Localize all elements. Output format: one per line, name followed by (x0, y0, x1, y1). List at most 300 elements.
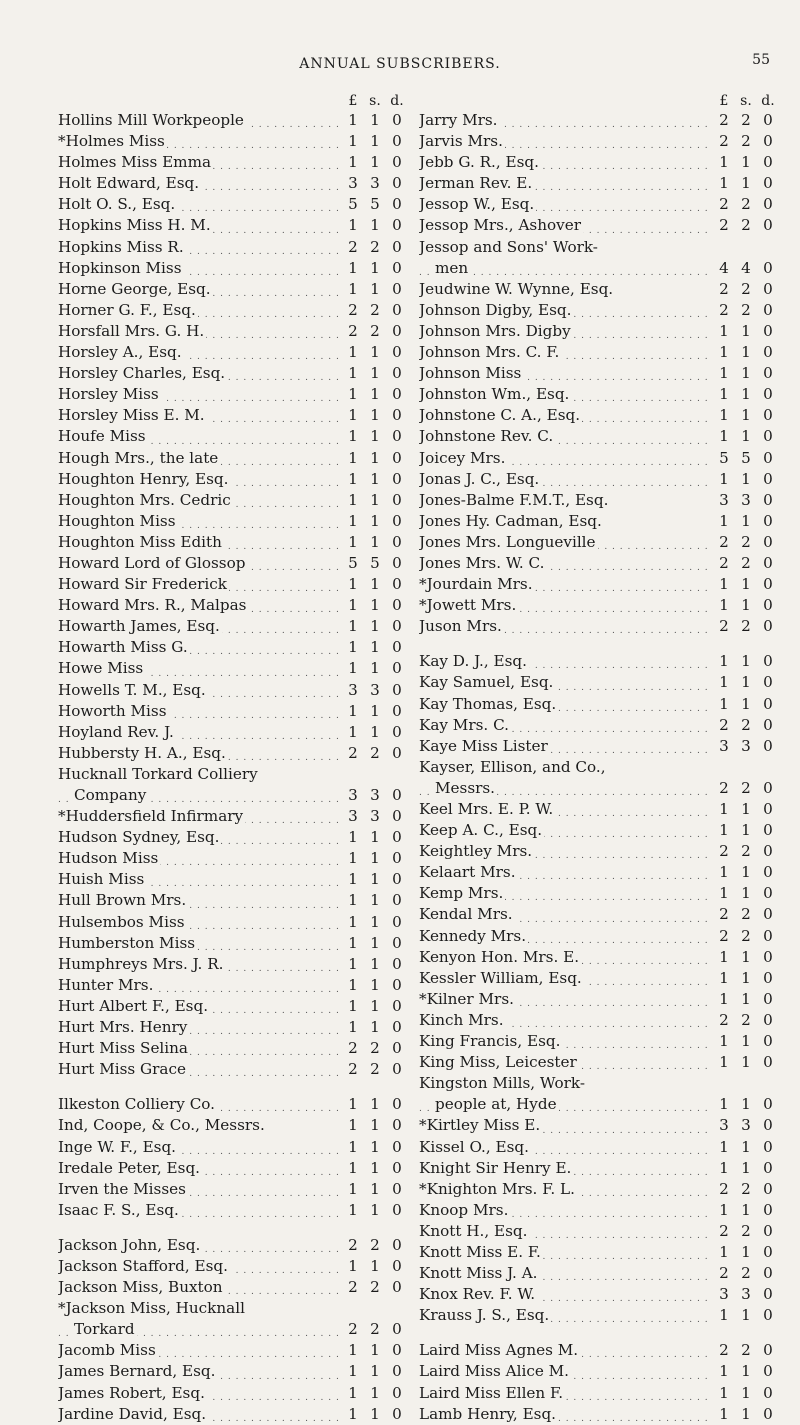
pence-value: 0 (392, 1095, 402, 1114)
subscriber-entry (419, 426, 779, 447)
pounds-value: 1 (348, 1404, 358, 1423)
subscriber-entry (419, 553, 779, 574)
pence-value: 0 (392, 638, 402, 657)
subscriber-name: Knox Rev. F. W. (419, 1285, 536, 1304)
subscriber-name: Laird Miss Agnes M. (419, 1341, 579, 1360)
pence-value: 0 (763, 1285, 773, 1304)
shillings-value: 1 (741, 364, 751, 383)
subscription-amount (709, 173, 779, 194)
pence-value: 0 (763, 153, 773, 172)
subscriber-entry (419, 1115, 779, 1136)
subscriber-entry (58, 996, 408, 1017)
subscriber-entry (58, 933, 408, 954)
pounds-value: 1 (348, 1095, 358, 1114)
subscriber-entry (419, 532, 779, 553)
pounds-value: 1 (719, 511, 729, 530)
pounds-value: 1 (348, 111, 358, 129)
pence-value: 0 (392, 933, 402, 952)
pence-value: 0 (763, 448, 773, 467)
subscriber-entry (419, 947, 779, 968)
shillings-value: 1 (741, 673, 751, 692)
subscriber-name: people at, Hyde (435, 1095, 557, 1114)
subscriber-entry (58, 975, 408, 996)
subscriber-entry (419, 237, 779, 258)
pounds-value: 1 (348, 575, 358, 594)
pence-value: 0 (763, 364, 773, 383)
pence-value: 0 (763, 111, 773, 129)
shillings-value: 1 (370, 1200, 380, 1219)
pounds-value: 2 (348, 237, 358, 256)
pence-value: 0 (392, 1383, 402, 1402)
subscriber-name: Kay Thomas, Esq. (419, 694, 557, 713)
subscriber-name: Hucknall Torkard Colliery (58, 764, 258, 783)
subscription-amount (709, 1115, 779, 1136)
subscription-amount (338, 1094, 408, 1115)
subscriber-name: Jarry Mrs. (419, 111, 498, 129)
subscriber-entry (58, 1059, 408, 1080)
subscriber-name: Hurt Albert F., Esq. (58, 996, 209, 1015)
pence-value: 0 (392, 954, 402, 973)
subscriber-entry (419, 1361, 779, 1382)
subscriber-name: Kissel O., Esq. (419, 1137, 529, 1156)
pounds-value: 1 (348, 912, 358, 931)
subscriber-name: Johnstone C. A., Esq. (419, 406, 581, 425)
subscription-amount (709, 1340, 779, 1361)
pence-value: 0 (392, 596, 402, 615)
shillings-value: 3 (370, 786, 380, 804)
subscription-amount (709, 300, 779, 321)
subscription-amount (709, 1010, 779, 1031)
pounds-value: 1 (719, 1137, 729, 1156)
pence-value: 0 (392, 1060, 402, 1079)
subscriber-entry (58, 532, 408, 553)
subscriber-entry (419, 1221, 779, 1242)
subscription-amount (338, 1404, 408, 1425)
pounds-value: 2 (348, 300, 358, 319)
pence-value: 0 (392, 1320, 402, 1339)
pence-value: 0 (763, 1383, 773, 1402)
subscriber-name: Hudson Miss (58, 849, 159, 868)
subscriber-column-left (58, 92, 408, 1425)
subscriber-name: Torkard (74, 1320, 135, 1339)
subscriber-name: Jones-Balme F.M.T., Esq. (419, 490, 609, 509)
shillings-value: 1 (370, 1256, 380, 1275)
shillings-value: 1 (741, 884, 751, 903)
pence-value: 0 (763, 300, 773, 319)
subscription-amount (709, 511, 779, 532)
shillings-value: 2 (741, 926, 751, 945)
subscriber-name: *Knighton Mrs. F. L. (419, 1179, 575, 1198)
subscription-amount (709, 820, 779, 841)
subscription-amount (709, 926, 779, 947)
subscriber-entry (58, 1137, 408, 1158)
shillings-value: 1 (741, 321, 751, 340)
shillings-value: 1 (370, 111, 380, 129)
subscription-amount (338, 321, 408, 342)
subscriber-entry (419, 1073, 779, 1094)
shillings-value: 2 (741, 1179, 751, 1198)
pounds-value: 1 (719, 406, 729, 425)
pence-value: 0 (392, 1362, 402, 1381)
pence-value: 0 (392, 258, 402, 277)
shillings-value: 1 (741, 469, 751, 488)
subscriber-entry (58, 616, 408, 637)
subscriber-name: Hudson Sydney, Esq. (58, 828, 220, 847)
subscription-amount (709, 152, 779, 173)
pounds-value: 2 (719, 532, 729, 551)
subscription-amount (338, 363, 408, 384)
pounds-value: 2 (719, 926, 729, 945)
subscriber-name: Howells T. M., Esq. (58, 680, 206, 699)
subscriber-entry (419, 152, 779, 173)
subscriber-entry (58, 511, 408, 532)
subscriber-entry (419, 672, 779, 693)
pence-value: 0 (763, 195, 773, 214)
shillings-value: 2 (741, 1341, 751, 1360)
pounds-value: 2 (348, 321, 358, 340)
pounds-value: 5 (348, 553, 358, 572)
subscriber-name: Horsley A., Esq. (58, 343, 182, 362)
pounds-value: 3 (348, 680, 358, 699)
shillings-value: 1 (370, 659, 380, 678)
subscriber-entry (419, 1200, 779, 1221)
pounds-value: 1 (719, 884, 729, 903)
shillings-value: 3 (741, 1285, 751, 1304)
shillings-value: 1 (370, 469, 380, 488)
subscriber-entry (419, 778, 779, 799)
subscription-amount (338, 996, 408, 1017)
subscriber-name: Houghton Miss Edith (58, 532, 222, 551)
pence-value: 0 (392, 111, 402, 129)
pence-value: 0 (763, 596, 773, 615)
shillings-value: 1 (370, 975, 380, 994)
subscriber-name: Inge W. F., Esq. (58, 1137, 177, 1156)
subscription-amount (338, 279, 408, 300)
subscription-amount (338, 110, 408, 131)
subscriber-entry (58, 1383, 408, 1404)
pounds-value: 1 (719, 1200, 729, 1219)
subscriber-name: Jackson Stafford, Esq. (58, 1256, 228, 1275)
subscriber-name: Kingston Mills, Work- (419, 1074, 585, 1093)
shillings-value: 1 (370, 427, 380, 446)
shillings-value: 5 (741, 448, 751, 467)
running-title: ANNUAL SUBSCRIBERS. (299, 56, 501, 72)
subscription-amount (709, 342, 779, 363)
shillings-value: 1 (370, 722, 380, 741)
subscriber-name: Howorth Miss (58, 701, 167, 720)
pounds-value: 1 (719, 1404, 729, 1423)
pence-value: 0 (392, 279, 402, 298)
subscription-amount (338, 595, 408, 616)
subscription-amount (338, 975, 408, 996)
subscriber-entry (58, 300, 408, 321)
pence-value: 0 (763, 1404, 773, 1423)
pounds-value: 2 (719, 1179, 729, 1198)
pounds-value: 2 (719, 715, 729, 734)
shillings-value: 1 (370, 575, 380, 594)
subscription-amount (709, 1094, 779, 1115)
subscriber-name: Jackson John, Esq. (58, 1235, 201, 1254)
subscription-amount (709, 799, 779, 820)
subscriber-name: Holmes Miss Emma (58, 153, 212, 172)
subscriber-entry (419, 820, 779, 841)
subscriber-entry (58, 1235, 408, 1256)
subscriber-entry (58, 954, 408, 975)
subscriber-name: Knott Miss J. A. (419, 1264, 538, 1283)
subscriber-entry (419, 1263, 779, 1284)
pounds-value: 1 (719, 174, 729, 193)
pounds-value: 1 (348, 427, 358, 446)
subscriber-name: Jeudwine W. Wynne, Esq. (419, 279, 614, 298)
pounds-value: 1 (719, 1383, 729, 1402)
pence-value: 0 (763, 174, 773, 193)
shillings-value: 1 (741, 989, 751, 1008)
pounds-value: 2 (348, 1235, 358, 1254)
shillings-value: 1 (370, 828, 380, 847)
subscription-amount (338, 532, 408, 553)
pounds-value: 1 (348, 1200, 358, 1219)
subscription-amount (709, 279, 779, 300)
subscriber-entry (58, 1361, 408, 1382)
subscriber-entry (419, 279, 779, 300)
subscriber-entry (419, 1137, 779, 1158)
shillings-value: 2 (741, 1264, 751, 1283)
shillings-value: 1 (370, 1404, 380, 1423)
subscription-amount (709, 694, 779, 715)
subscriber-entry (419, 1010, 779, 1031)
pence-value: 0 (392, 975, 402, 994)
subscription-amount (709, 1158, 779, 1179)
subscriber-entry (58, 1179, 408, 1200)
subscriber-entry (58, 1094, 408, 1115)
pence-value: 0 (763, 947, 773, 966)
pounds-value: 3 (348, 786, 358, 804)
pence-value: 0 (392, 807, 402, 826)
pence-value: 0 (392, 575, 402, 594)
pounds-value: 1 (348, 406, 358, 425)
shillings-value: 1 (370, 849, 380, 868)
pounds-value: 2 (719, 778, 729, 797)
subscriber-name: Johnson Digby, Esq. (419, 300, 572, 319)
shillings-value: 2 (370, 743, 380, 762)
pounds-value: 1 (348, 1158, 358, 1177)
subscription-amount (709, 595, 779, 616)
subscription-amount (338, 1235, 408, 1256)
subscription-amount (709, 736, 779, 757)
subscriber-entry (58, 764, 408, 785)
subscriber-entry (419, 448, 779, 469)
pounds-value: 1 (348, 490, 358, 509)
subscription-amount (709, 131, 779, 152)
pence-value: 0 (763, 1032, 773, 1051)
pence-value: 0 (392, 743, 402, 762)
pounds-value: 1 (348, 364, 358, 383)
subscriber-name: Jessop W., Esq. (419, 195, 535, 214)
subscription-amount (338, 1256, 408, 1277)
pence-value: 0 (392, 1341, 402, 1360)
pence-value: 0 (392, 1179, 402, 1198)
subscription-amount (709, 1404, 779, 1425)
pounds-value: 2 (348, 1320, 358, 1339)
subscription-amount (709, 110, 779, 131)
subscriber-name: Johnson Mrs. C. F. (419, 343, 560, 362)
subscriber-name: Johnson Miss (419, 364, 522, 383)
pence-value: 0 (392, 174, 402, 193)
subscriber-name: Krauss J. S., Esq. (419, 1306, 550, 1325)
pounds-value: 2 (348, 1039, 358, 1058)
pence-value: 0 (392, 321, 402, 340)
subscriber-name: Laird Miss Ellen F. (419, 1383, 564, 1402)
subscriber-name: *Jowett Mrs. (419, 596, 517, 615)
shillings-value: 2 (741, 300, 751, 319)
subscriber-name: Kay D. J., Esq. (419, 652, 527, 671)
pounds-value: 3 (719, 1116, 729, 1135)
shillings-value: 1 (741, 153, 751, 172)
pence-value: 0 (392, 343, 402, 362)
subscriber-entry (58, 1404, 408, 1425)
subscriber-name: Hulsembos Miss (58, 912, 185, 931)
shillings-value: 2 (741, 195, 751, 214)
shillings-value: 1 (741, 863, 751, 882)
subscriber-name: King Miss, Leicester (419, 1053, 577, 1072)
subscription-amount (338, 933, 408, 954)
page-header (0, 50, 800, 80)
subscription-amount (338, 1340, 408, 1361)
pence-value: 0 (392, 722, 402, 741)
pounds-value: 1 (348, 617, 358, 636)
subscription-amount (709, 194, 779, 215)
pence-value: 0 (392, 153, 402, 172)
pence-value: 0 (392, 490, 402, 509)
pounds-value: 2 (719, 1341, 729, 1360)
subscriber-name: James Bernard, Esq. (58, 1362, 216, 1381)
subscriber-name: Howard Lord of Glossop (58, 553, 246, 572)
subscription-amount (709, 426, 779, 447)
subscriber-name: *Jourdain Mrs. (419, 575, 533, 594)
shillings-value: 1 (741, 800, 751, 818)
subscription-amount (709, 1263, 779, 1284)
subscription-amount (338, 405, 408, 426)
pence-value: 0 (392, 1404, 402, 1423)
subscriber-name: Jones Hy. Cadman, Esq. (419, 511, 602, 530)
subscriber-name: Hurt Mrs. Henry (58, 1018, 188, 1037)
pounds-value: 1 (719, 385, 729, 404)
subscriber-name: Howard Mrs. R., Malpas (58, 596, 247, 615)
pounds-value: 1 (719, 427, 729, 446)
subscriber-name: Huish Miss (58, 870, 145, 889)
subscription-amount (709, 574, 779, 595)
shillings-value: 1 (370, 1018, 380, 1037)
pence-value: 0 (763, 1200, 773, 1219)
pounds-value: 1 (719, 469, 729, 488)
pounds-value: 1 (348, 891, 358, 910)
shillings-value: 1 (741, 1137, 751, 1156)
shillings-value: 1 (370, 385, 380, 404)
subscription-amount (709, 672, 779, 693)
subscriber-name: Jacomb Miss (58, 1341, 156, 1360)
pounds-value: 2 (719, 216, 729, 235)
subscriber-entry (58, 595, 408, 616)
shillings-value: 2 (741, 715, 751, 734)
shillings-value: 1 (370, 532, 380, 551)
pence-value: 0 (763, 406, 773, 425)
shillings-value: 1 (370, 343, 380, 362)
pence-value: 0 (763, 1116, 773, 1135)
subscriber-name: Howarth Miss G. (58, 638, 188, 657)
pounds-value: 1 (719, 947, 729, 966)
shillings-value: 1 (370, 279, 380, 298)
shillings-value: 1 (741, 1158, 751, 1177)
pounds-value: 1 (348, 448, 358, 467)
shillings-value: 2 (370, 1320, 380, 1339)
pounds-value: 1 (348, 638, 358, 657)
pence-value: 0 (763, 469, 773, 488)
shillings-value: 1 (741, 575, 751, 594)
pounds-value: 1 (348, 511, 358, 530)
shillings-value: 1 (741, 1032, 751, 1051)
pence-value: 0 (392, 1235, 402, 1254)
shillings-value: 1 (370, 258, 380, 277)
shillings-value: 2 (370, 1060, 380, 1079)
subscriber-name: Keightley Mrs. (419, 842, 533, 861)
subscriber-entry (58, 405, 408, 426)
pounds-value: 3 (348, 174, 358, 193)
shillings-value: 1 (370, 891, 380, 910)
shillings-value: 1 (370, 1341, 380, 1360)
subscriber-entry (58, 279, 408, 300)
subscriber-entry (58, 321, 408, 342)
subscription-amount (338, 806, 408, 827)
subscription-amount (709, 1031, 779, 1052)
subscriber-entry (419, 469, 779, 490)
pence-value: 0 (763, 1137, 773, 1156)
subscription-amount (338, 258, 408, 279)
pence-value: 0 (392, 1256, 402, 1275)
subscriber-entry (419, 574, 779, 595)
shillings-value: 1 (370, 448, 380, 467)
subscriber-name: Jonas J. C., Esq. (419, 469, 540, 488)
subscription-amount (709, 883, 779, 904)
subscriber-name: Horne George, Esq. (58, 279, 211, 298)
pence-value: 0 (763, 511, 773, 530)
shillings-value: 1 (370, 153, 380, 172)
subscriber-entry (58, 658, 408, 679)
subscriber-entry (58, 448, 408, 469)
shillings-value: 1 (741, 596, 751, 615)
subscriber-entry (419, 1284, 779, 1305)
shillings-value: 2 (370, 1235, 380, 1254)
pounds-value: 1 (719, 321, 729, 340)
shillings-heading: s. (369, 93, 381, 109)
pence-value: 0 (392, 1278, 402, 1297)
shillings-value: 2 (370, 1278, 380, 1297)
subscriber-entry (419, 862, 779, 883)
subscriber-name: Iredale Peter, Esq. (58, 1158, 200, 1177)
pence-value: 0 (763, 1264, 773, 1283)
shillings-value: 2 (741, 553, 751, 572)
pounds-value: 2 (348, 743, 358, 762)
subscriber-entry (58, 574, 408, 595)
pounds-value: 3 (348, 807, 358, 826)
shillings-value: 1 (370, 701, 380, 720)
shillings-value: 5 (370, 195, 380, 214)
pence-value: 0 (392, 448, 402, 467)
subscription-amount (338, 469, 408, 490)
pence-value: 0 (763, 1221, 773, 1240)
subscriber-name: Horsley Miss (58, 385, 159, 404)
subscriber-entry (419, 363, 779, 384)
pounds-value: 2 (719, 279, 729, 298)
